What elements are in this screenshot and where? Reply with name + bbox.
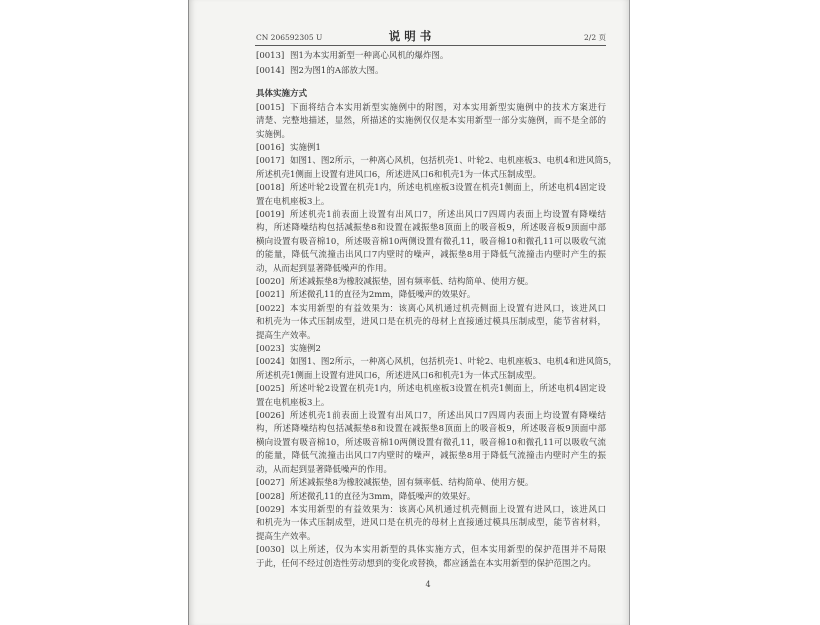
paragraph-number: [0018] [256, 183, 285, 194]
paragraph-line: 提高生产效率。 [256, 531, 316, 542]
paragraph-line: 构，所述降噪结构包括减振垫8和设置在减振垫8顶面上的吸音板9，所述吸音板9顶面中部 [256, 223, 606, 234]
paragraph-line: 置在电机座板3上。 [256, 397, 330, 408]
paragraph-line: 如图1、图2所示，一种离心风机，包括机壳1、叶轮2、电机座板3、电机4和进风筒5， [290, 357, 617, 368]
paragraph-line: 的能量，降低气流撞击出风口7内壁时的噪声，减振垫8用于降低气流撞击内壁时产生的振 [256, 451, 606, 462]
paragraph [256, 50, 606, 63]
paragraph-line: 置在电机座板3上。 [256, 196, 330, 207]
paragraph [256, 491, 606, 504]
paragraph-line: 本实用新型的有益效果为：该离心风机通过机壳侧面上设置有进风口，该进风口 [290, 504, 606, 515]
paragraph-number: [0025] [256, 384, 285, 395]
paragraph-line: 图2为图1的A部放大图。 [290, 65, 384, 76]
paragraph-line: 动，从而起到显著降低噪声的作用。 [256, 263, 393, 274]
paragraph-line: 提高生产效率。 [256, 330, 316, 341]
paragraph-line: 横向设置有吸音棉10，所述吸音棉10两侧设置有微孔11，吸音棉10和微孔11可以吸收气流 [256, 437, 606, 448]
paragraph-line: 本实用新型的有益效果为：该离心风机通过机壳侧面上设置有进风口，该进风口 [290, 303, 606, 314]
intro-paragraphs [256, 50, 606, 78]
paragraph [256, 155, 617, 182]
paragraph [256, 504, 606, 544]
paragraph-number: [0026] [256, 411, 285, 422]
paragraph-line: 如图1、图2所示，一种离心风机，包括机壳1、叶轮2、电机座板3、电机4和进风筒5， [290, 156, 617, 167]
paragraph [256, 182, 606, 209]
paragraph-line: 动，从而起到显著降低噪声的作用。 [256, 464, 393, 475]
page-number: 4 [425, 580, 431, 589]
paragraph [256, 142, 606, 155]
paragraph-line: 实施例1 [290, 142, 321, 153]
paragraph-line: 所述减振垫8为橡胶减振垫，固有频率低、结构简单、使用方便。 [290, 478, 534, 489]
paragraph-line: 所述机壳1前表面上设置有出风口7，所述出风口7四周内表面上均设置有降噪结 [290, 209, 606, 220]
paragraph-number: [0019] [256, 209, 285, 220]
paragraph-line: 以上所述，仅为本实用新型的具体实施方式，但本实用新型的保护范围并不局限 [290, 545, 606, 556]
paragraph-number: [0013] [256, 51, 285, 61]
paragraph-line: 实施例2 [290, 344, 321, 355]
paragraph [256, 477, 606, 490]
paragraph-number: [0022] [256, 303, 285, 314]
paragraph-number: [0024] [256, 357, 285, 368]
paragraph-number: [0017] [256, 156, 285, 167]
document-number: CN 206592305 U [256, 33, 323, 42]
paragraph [256, 276, 606, 289]
paragraph-line: 和机壳为一体式压制成型，进风口是在机壳的母材上直接通过模具压制成型，能节省材料， [256, 317, 606, 328]
paragraph [256, 209, 606, 276]
header-rule [255, 45, 606, 46]
paragraph [256, 343, 606, 356]
body-text [256, 50, 617, 571]
document-title: 说 明 书 [388, 29, 432, 43]
paragraph-line: 于此，任何不经过创造性劳动想到的变化或替换，都应涵盖在本实用新型的保护范围之内。 [256, 558, 597, 569]
paragraph [256, 356, 617, 383]
section-heading: 具体实施方式 [256, 89, 308, 100]
paragraph-number: [0015] [256, 102, 285, 113]
paragraph-line: 下面将结合本实用新型实施例中的附图，对本实用新型实施例中的技术方案进行 [290, 102, 606, 113]
paragraph-line: 所述机壳1侧面上设置有进风口6，所述进风口6和机壳1为一体式压制成型。 [256, 370, 542, 381]
paragraph-line: 构，所述降噪结构包括减振垫8和设置在减振垫8顶面上的吸音板9，所述吸音板9顶面中部 [256, 424, 606, 435]
paragraph-number: [0021] [256, 290, 285, 301]
paragraph-line: 所述微孔11的直径为2mm，降低噪声的效果好。 [290, 290, 476, 301]
paragraph-line: 所述机壳1前表面上设置有出风口7，所述出风口7四周内表面上均设置有降噪结 [290, 411, 606, 422]
paragraph [256, 65, 606, 78]
paragraph-number: [0029] [256, 504, 285, 515]
paragraph-number: [0030] [256, 545, 285, 556]
paragraph [256, 410, 606, 477]
paragraph-line: 所述机壳1侧面上设置有进风口6，所述进风口6和机壳1为一体式压制成型。 [256, 169, 542, 180]
page-label: 2/2 页 [584, 33, 606, 42]
paragraph-line: 横向设置有吸音棉10，所述吸音棉10两侧设置有微孔11，吸音棉10和微孔11可以吸收气流 [256, 236, 606, 247]
paragraph-line: 图1为本实用新型一种离心风机的爆炸图。 [290, 51, 449, 61]
embodiment-paragraphs [256, 102, 617, 571]
paragraph-line: 的能量，降低气流撞击出风口7内壁时的噪声，减振垫8用于降低气流撞击内壁时产生的振 [256, 250, 606, 261]
paragraph-number: [0023] [256, 344, 285, 355]
paragraph-line: 所述叶轮2设置在机壳1内，所述电机座板3设置在机壳1侧面上，所述电机4固定设 [290, 384, 606, 395]
paragraph-line: 实施例。 [256, 129, 291, 140]
paragraph-number: [0014] [256, 65, 285, 76]
paragraph [256, 303, 606, 343]
paragraph-line: 所述减振垫8为橡胶减振垫，固有频率低、结构简单、使用方便。 [290, 277, 534, 287]
paragraph-number: [0020] [256, 277, 285, 287]
paragraph [256, 102, 606, 142]
paragraph-number: [0028] [256, 491, 285, 502]
paragraph-line: 和机壳为一体式压制成型，进风口是在机壳的母材上直接通过模具压制成型，能节省材料， [256, 518, 606, 529]
paragraph-line: 清楚、完整地描述，显然，所描述的实施例仅仅是本实用新型一部分实施例，而不是全部的 [256, 116, 606, 127]
paragraph [256, 289, 606, 302]
paragraph [256, 383, 606, 410]
paragraph-number: [0016] [256, 142, 285, 153]
paragraph-number: [0027] [256, 478, 285, 489]
paragraph-line: 所述微孔11的直径为3mm，降低噪声的效果好。 [290, 491, 476, 502]
paragraph [256, 544, 606, 571]
paragraph-line: 所述叶轮2设置在机壳1内，所述电机座板3设置在机壳1侧面上，所述电机4固定设 [290, 183, 606, 194]
